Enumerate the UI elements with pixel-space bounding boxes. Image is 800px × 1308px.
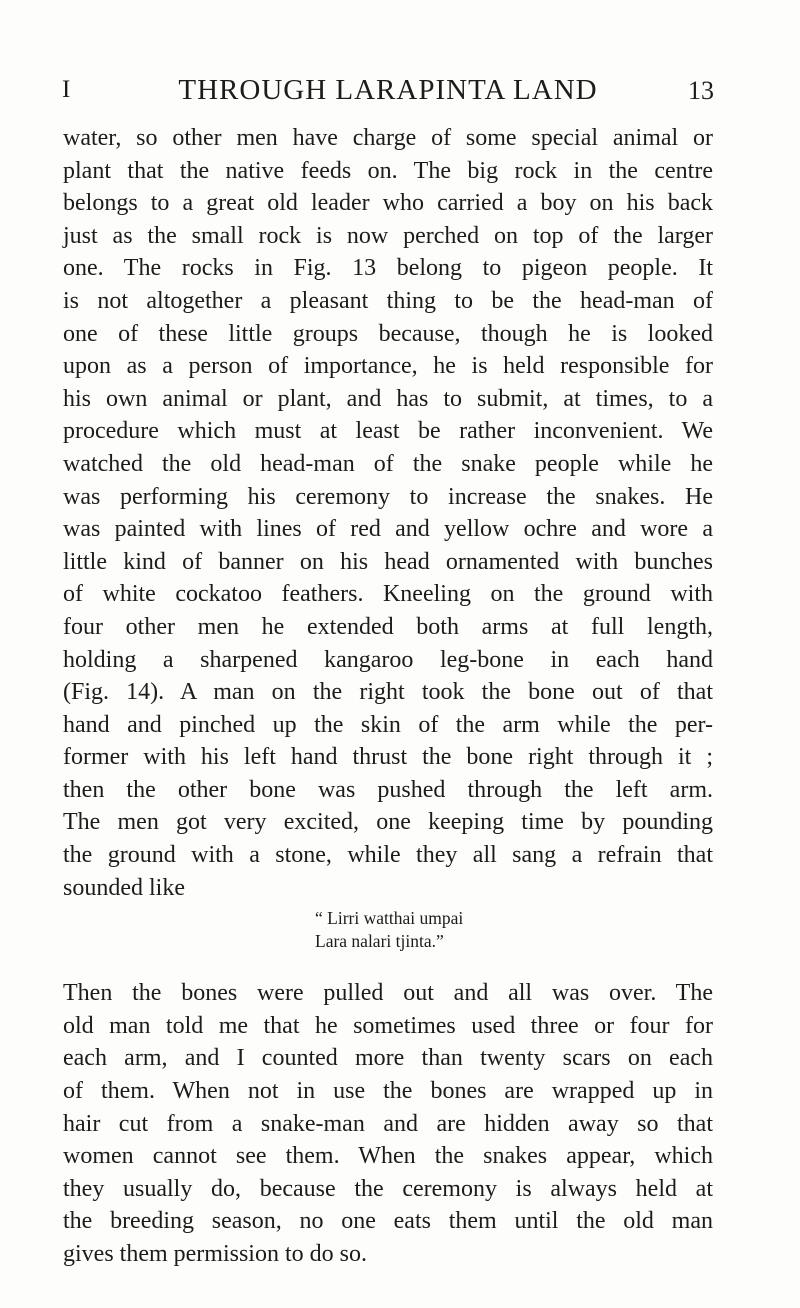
- text-line: gives them permission to do so.: [63, 1241, 367, 1267]
- text-line: sounded like: [63, 874, 185, 901]
- text-line: was painted with lines of red and yellow ochre and wore a: [63, 516, 713, 543]
- text-line: water, so other men have charge of some special animal or: [63, 125, 713, 151]
- text-line: the breeding season, no one eats them until the old man: [63, 1208, 713, 1235]
- verse-quote: [63, 907, 713, 953]
- text-line: hand and pinched up the skin of the arm while the per-: [63, 711, 713, 738]
- text-line: old man told me that he sometimes used three or four for: [63, 1012, 713, 1039]
- paragraph-2: [63, 977, 713, 1270]
- chapter-number: I: [62, 76, 71, 103]
- text-line: each arm, and I counted more than twenty scars on each: [63, 1045, 713, 1072]
- running-head: [62, 74, 714, 114]
- text-line: procedure which must at least be rather inconvenient. We: [63, 418, 713, 445]
- text-line: watched the old head-man of the snake people while he: [63, 450, 713, 477]
- text-line: one. The rocks in Fig. 13 belong to pigeon people. It: [63, 255, 713, 282]
- verse-line: Lara nalari tjinta.”: [315, 931, 444, 952]
- text-line: of white cockatoo feathers. Kneeling on the ground with: [63, 581, 713, 608]
- text-line: holding a sharpened kangaroo leg-bone in each hand: [63, 646, 713, 673]
- text-line: (Fig. 14). A man on the right took the bone out of that: [63, 679, 713, 706]
- text-line: plant that the native feeds on. The big rock in the centre: [63, 157, 713, 184]
- text-line: his own animal or plant, and has to submit, at times, to a: [63, 385, 713, 412]
- text-line: women cannot see them. When the snakes appear, which: [63, 1143, 713, 1170]
- text-line: The men got very excited, one keeping time by pounding: [63, 809, 713, 836]
- text-line: the ground with a stone, while they all sang a refrain that: [63, 842, 713, 869]
- text-line: was performing his ceremony to increase the snakes. He: [63, 483, 713, 510]
- text-line: then the other bone was pushed through the left arm.: [63, 776, 713, 803]
- text-line: four other men he extended both arms at full length,: [63, 613, 713, 640]
- page-number: 13: [688, 76, 714, 105]
- text-line: Then the bones were pulled out and all was over. The: [63, 980, 713, 1007]
- text-line: one of these little groups because, though he is looked: [63, 320, 713, 347]
- text-line: hair cut from a snake-man and are hidden away so that: [63, 1110, 713, 1137]
- text-line: belongs to a great old leader who carried a boy on his back: [63, 190, 713, 217]
- text-line: they usually do, because the ceremony is always held at: [63, 1175, 713, 1202]
- verse-line: “ Lirri watthai umpai: [315, 908, 464, 929]
- body-text: [63, 122, 713, 1271]
- text-line: little kind of banner on his head ornamented with bunches: [63, 548, 713, 575]
- text-line: upon as a person of importance, he is held responsible for: [63, 353, 713, 380]
- text-line: former with his left hand thrust the bone right through it ;: [63, 744, 713, 771]
- running-title: THROUGH LARAPINTA LAND: [178, 74, 598, 106]
- text-line: is not altogether a pleasant thing to be the head-man of: [63, 287, 713, 314]
- text-line: of them. When not in use the bones are wrapped up in: [63, 1078, 713, 1105]
- paragraph-1: [63, 122, 713, 904]
- text-line: just as the small rock is now perched on top of the larger: [63, 222, 713, 249]
